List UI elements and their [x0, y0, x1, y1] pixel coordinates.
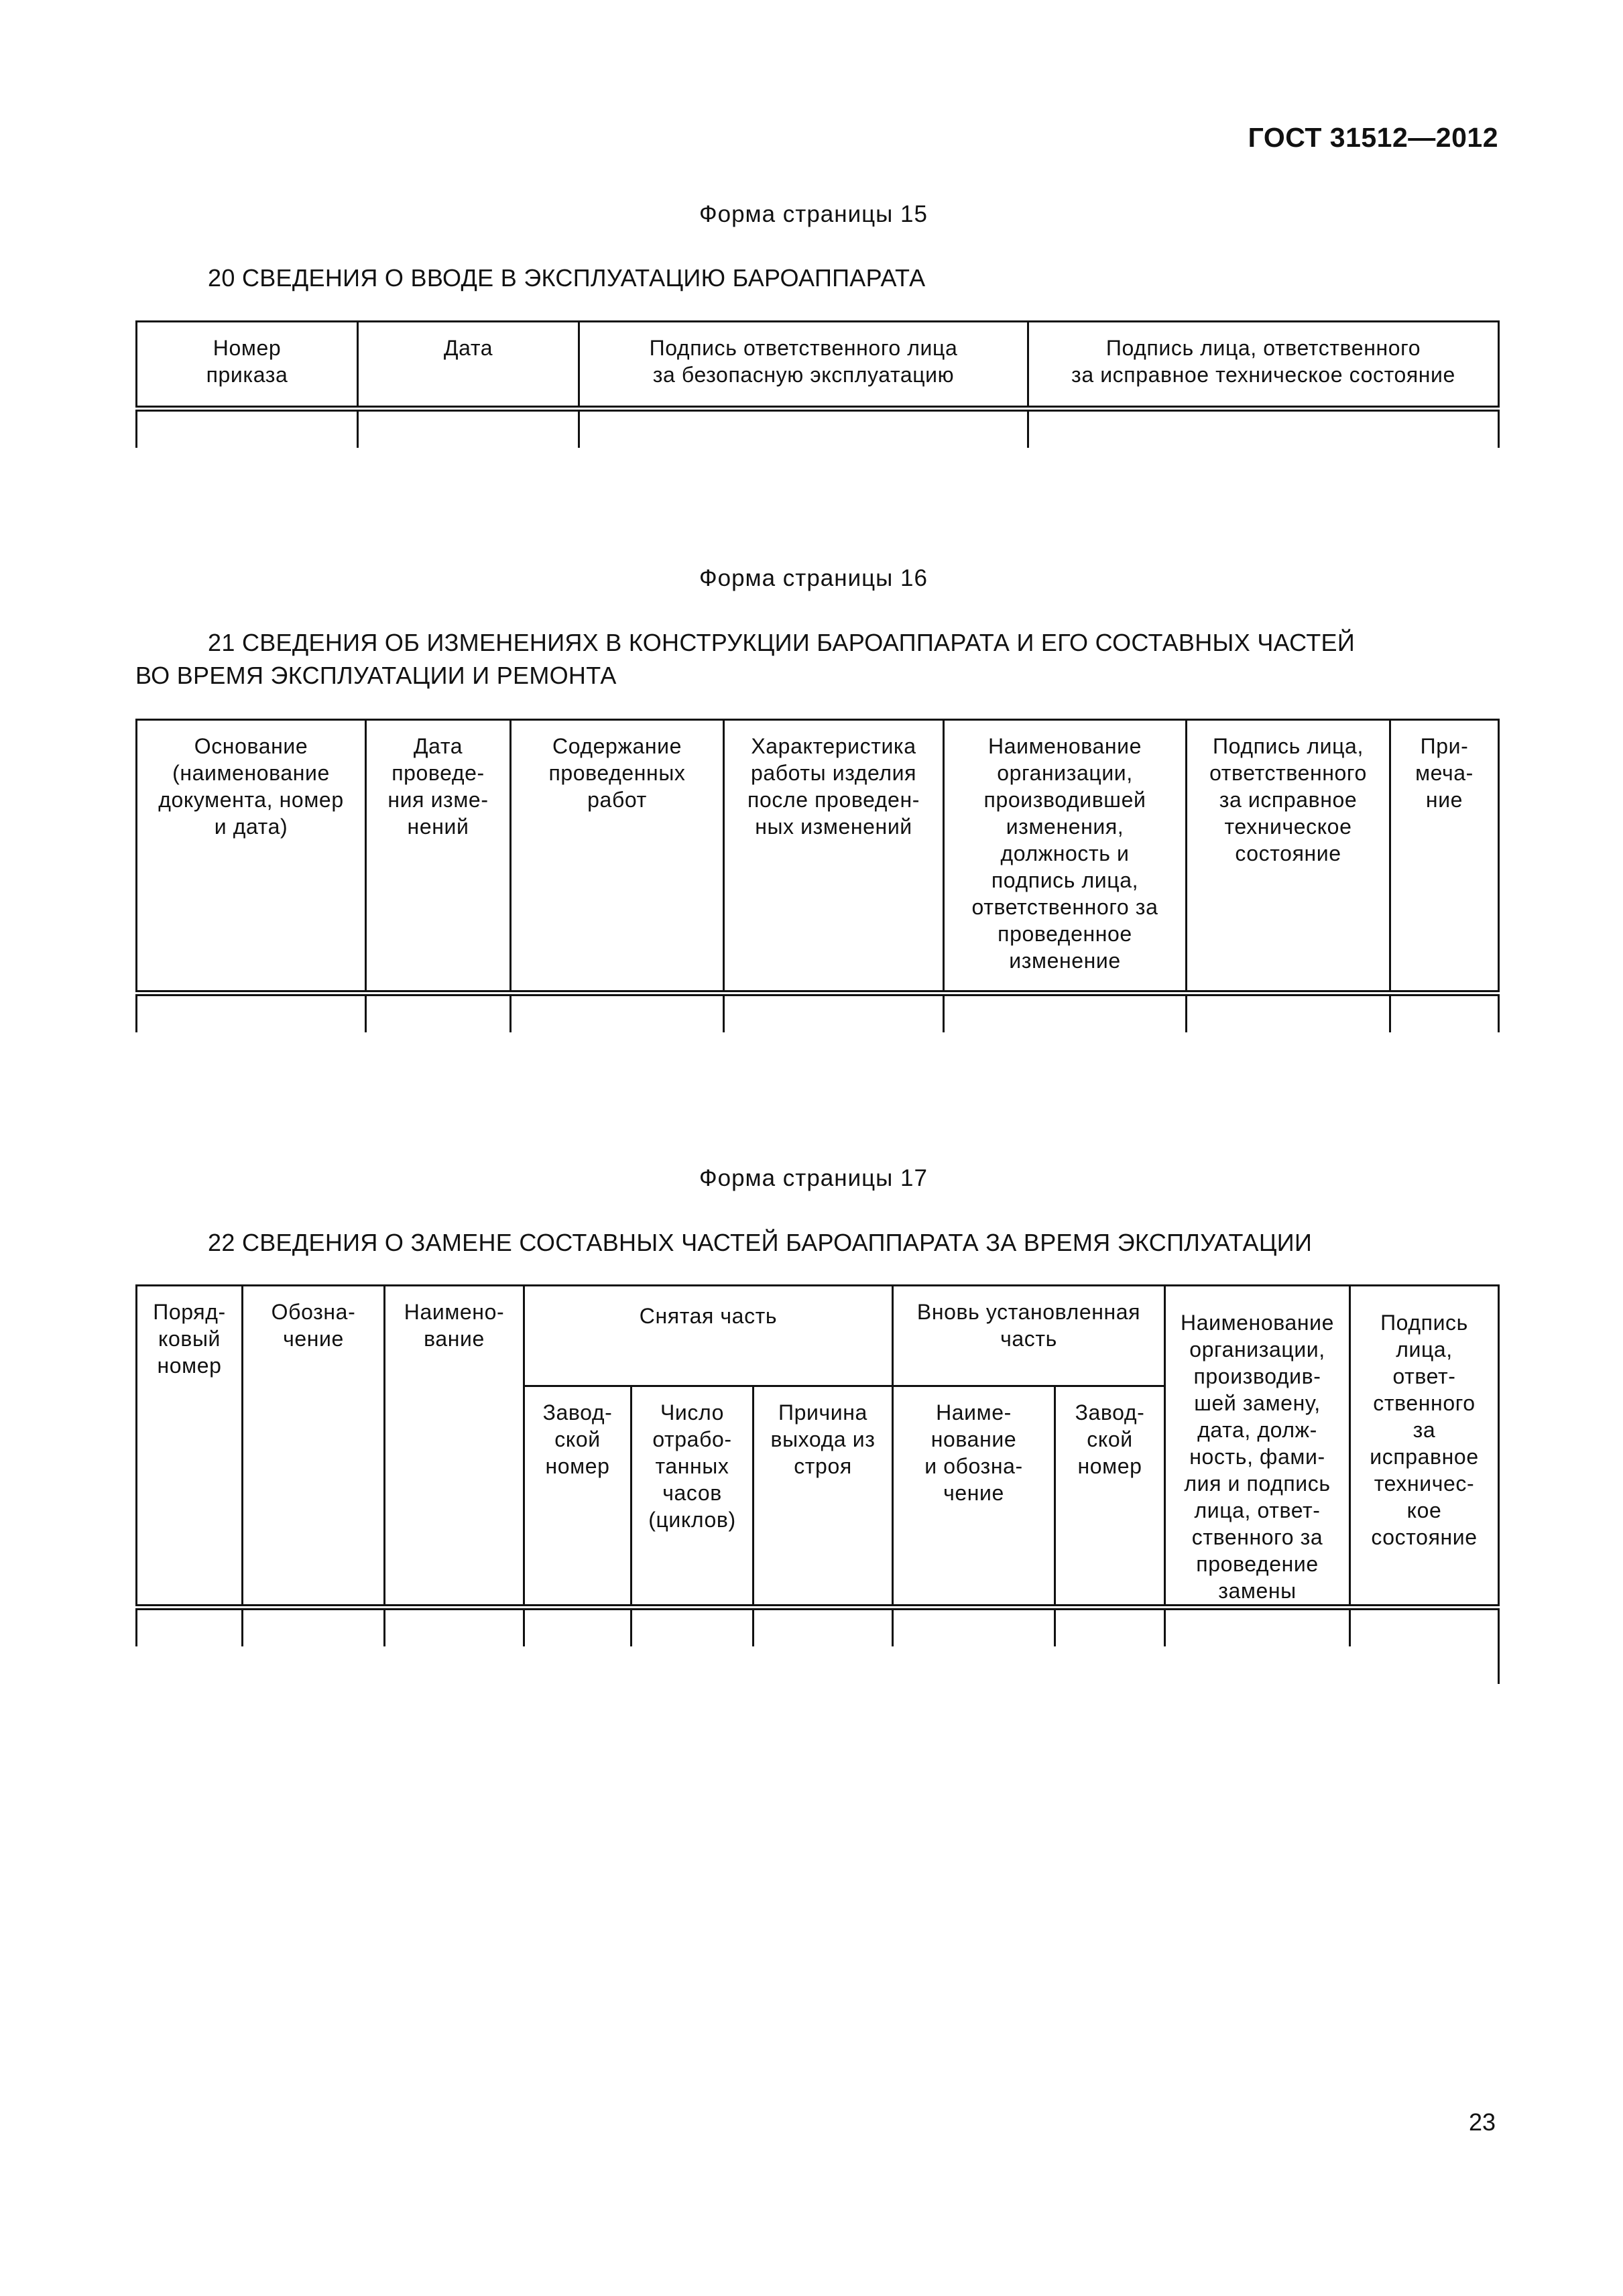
col-removed-factory-number: Завод- ской номер [524, 1386, 632, 1607]
col-designation: Обозна- чение [243, 1286, 385, 1608]
table-cell[interactable] [524, 1608, 632, 1647]
group-installed-part: Вновь установленная часть [893, 1286, 1165, 1386]
table-cell[interactable] [137, 409, 358, 448]
col-characteristics: Характеристика работы изделия после проведен- ных изменений [724, 720, 944, 993]
table-cell[interactable] [579, 409, 1028, 448]
table-cell[interactable] [1055, 1608, 1165, 1647]
col-organization: Наименование организации, производившей изменения, должность и подпись лица, ответственного за проведенное изменение [944, 720, 1187, 993]
modifications-table [135, 719, 1500, 1032]
section-title-21-line1: 21 СВЕДЕНИЯ ОБ ИЗМЕНЕНИЯХ В КОНСТРУКЦИИ БАРОАППАРАТА И ЕГО СОСТАВНЫХ ЧАСТЕЙ [208, 629, 1356, 656]
table-cell[interactable] [724, 993, 944, 1033]
table-cell[interactable] [1350, 1608, 1499, 1647]
commissioning-table [135, 320, 1500, 448]
section-title-20: 20 СВЕДЕНИЯ О ВВОДЕ В ЭКСПЛУАТАЦИЮ БАРОАППАРАТА [208, 264, 926, 292]
table-cell[interactable] [243, 1608, 385, 1647]
table-cell[interactable] [358, 409, 579, 448]
col-change-date: Дата проведе- ния изме- нений [366, 720, 511, 993]
table-cell[interactable] [1187, 993, 1390, 1033]
col-safety-signature: Подпись ответственного лица за безопасную эксплуатацию [579, 322, 1028, 409]
table-cell[interactable] [944, 993, 1187, 1033]
col-notes: При- меча- ние [1390, 720, 1499, 993]
section-title-21-line2: ВО ВРЕМЯ ЭКСПЛУАТАЦИИ И РЕМОНТА [135, 662, 617, 689]
table-cell[interactable] [1165, 1608, 1350, 1647]
col-basis: Основание (наименование документа, номер и дата) [137, 720, 366, 993]
table-cell[interactable] [1028, 409, 1499, 448]
col-removed-hours: Число отрабо- танных часов (циклов) [632, 1386, 754, 1607]
table-row [137, 1608, 1499, 1647]
form-caption-15: Форма страницы 15 [699, 201, 928, 227]
table-cell[interactable] [137, 993, 366, 1033]
table-cell[interactable] [893, 1608, 1055, 1647]
col-condition-signature: Подпись лица, ответ- ственного за исправное техничес- кое состояние [1350, 1286, 1499, 1608]
col-date: Дата [358, 322, 579, 409]
table-row [137, 993, 1499, 1033]
group-removed-part: Снятая часть [524, 1286, 893, 1386]
col-order-number: Номер приказа [137, 322, 358, 409]
col-condition-signature: Подпись лица, ответственного за исправное техническое состояние [1187, 720, 1390, 993]
table-tail-edge [1350, 1646, 1499, 1684]
table-row-tail [137, 1646, 1499, 1684]
table-cell[interactable] [137, 1608, 243, 1647]
col-serial-number: Поряд- ковый номер [137, 1286, 243, 1608]
col-work-content: Содержание проведенных работ [511, 720, 724, 993]
table-cell[interactable] [511, 993, 724, 1033]
col-installed-name: Наиме- нование и обозна- чение [893, 1386, 1055, 1607]
table-cell[interactable] [754, 1608, 893, 1647]
replacement-table [135, 1284, 1500, 1684]
col-replacement-organization: Наименование организации, производив- шей замену, дата, долж- ность, фами- лия и подпись лица, ответ- ственного за проведение замены [1165, 1286, 1350, 1608]
table-cell[interactable] [366, 993, 511, 1033]
form-caption-16: Форма страницы 16 [699, 565, 928, 591]
table-cell[interactable] [1390, 993, 1499, 1033]
col-name: Наимено- вание [385, 1286, 524, 1608]
document-code: ГОСТ 31512—2012 [1248, 122, 1498, 153]
col-removed-reason: Причина выхода из строя [754, 1386, 893, 1607]
section-title-22: 22 СВЕДЕНИЯ О ЗАМЕНЕ СОСТАВНЫХ ЧАСТЕЙ БАРОАППАРАТА ЗА ВРЕМЯ ЭКСПЛУАТАЦИИ [208, 1229, 1313, 1256]
col-installed-factory-number: Завод- ской номер [1055, 1386, 1165, 1607]
table-tail-spacer [137, 1646, 1350, 1684]
table-cell[interactable] [385, 1608, 524, 1647]
form-caption-17: Форма страницы 17 [699, 1165, 928, 1191]
table-cell[interactable] [632, 1608, 754, 1647]
page-number: 23 [1468, 2108, 1496, 2136]
table-row [137, 409, 1499, 448]
col-condition-signature: Подпись лица, ответственного за исправное техническое состояние [1028, 322, 1499, 409]
